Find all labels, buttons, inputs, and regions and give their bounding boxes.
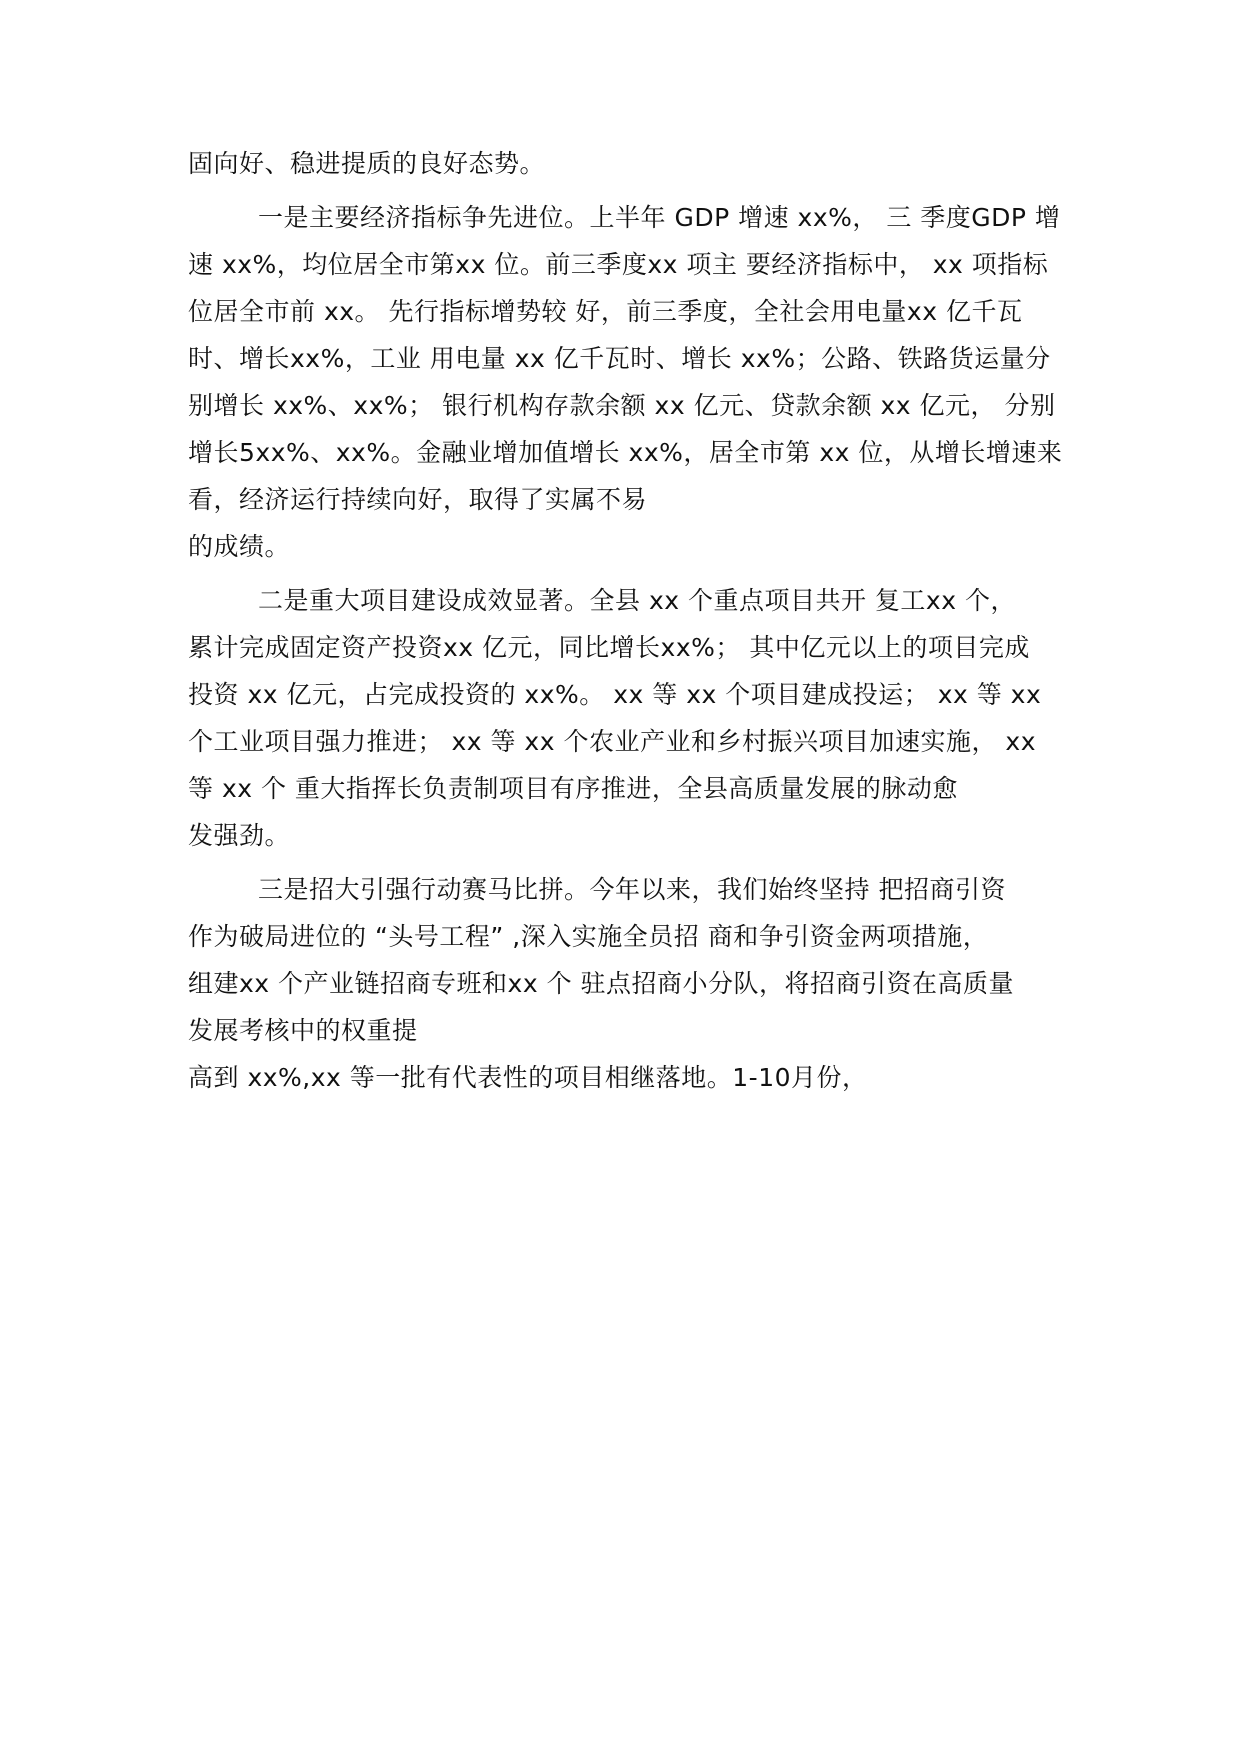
paragraph-4-line-2: 作为破局进位的 “头号工程” ,深入实施全员招 商和争引资金两项措施，	[188, 922, 989, 951]
paragraph-3-line-4: 个工业项目强力推进； xx 等 xx 个农业产业和乡村振兴项目加速实施， xx	[188, 727, 1037, 756]
paragraph-3-line-5: 等 xx 个 重大指挥长负责制项目有序推进，全县高质量发展的脉动愈	[188, 774, 958, 803]
paragraph-2-line-1: 一是主要经济指标争先进位。上半年 GDP 增速 xx%， 三 季度GDP 增	[258, 203, 1061, 232]
paragraph-2-line-6: 增长5xx%、xx%。金融业增加值增长 xx%，居全市第 xx 位，从增长增速来	[188, 438, 1063, 467]
paragraph-3-line-6: 发强劲。	[188, 821, 291, 850]
paragraph-4-line-4: 发展考核中的权重提	[188, 1016, 418, 1045]
paragraph-4-line-3: 组建xx 个产业链招商专班和xx 个 驻点招商小分队，将招商引资在高质量	[188, 969, 1015, 998]
paragraph-1-line-1: 固向好、稳进提质的良好态势。	[188, 149, 546, 178]
paragraph-2-line-2: 速 xx%，均位居全市第xx 位。前三季度xx 项主 要经济指标中， xx 项指标	[188, 250, 1049, 279]
paragraph-2-line-7: 看，经济运行持续向好，取得了实属不易	[188, 485, 648, 514]
paragraph-4-line-5: 高到 xx%,xx 等一批有代表性的项目相继落地。1-10月份，	[188, 1063, 868, 1092]
paragraph-3-line-2: 累计完成固定资产投资xx 亿元，同比增长xx%； 其中亿元以上的项目完成	[188, 633, 1030, 662]
paragraph-2-line-8: 的成绩。	[188, 532, 291, 561]
paragraph-3-line-3: 投资 xx 亿元，占完成投资的 xx%。 xx 等 xx 个项目建成投运； xx 等 xx	[188, 680, 1042, 709]
paragraph-2-line-4: 时、增长xx%，工业 用电量 xx 亿千瓦时、增长 xx%；公路、铁路货运量分	[188, 344, 1051, 373]
paragraph-2-line-3: 位居全市前 xx。 先行指标增势较 好，前三季度，全社会用电量xx 亿千瓦	[188, 297, 1023, 326]
paragraph-2-line-5: 别增长 xx%、xx%； 银行机构存款余额 xx 亿元、贷款余额 xx 亿元， 分别	[188, 391, 1056, 420]
paragraph-4-line-1: 三是招大引强行动赛马比拼。今年以来，我们始终坚持 把招商引资	[258, 875, 1006, 904]
paragraph-3-line-1: 二是重大项目建设成效显著。全县 xx 个重点项目共开 复工xx 个，	[258, 586, 1016, 615]
